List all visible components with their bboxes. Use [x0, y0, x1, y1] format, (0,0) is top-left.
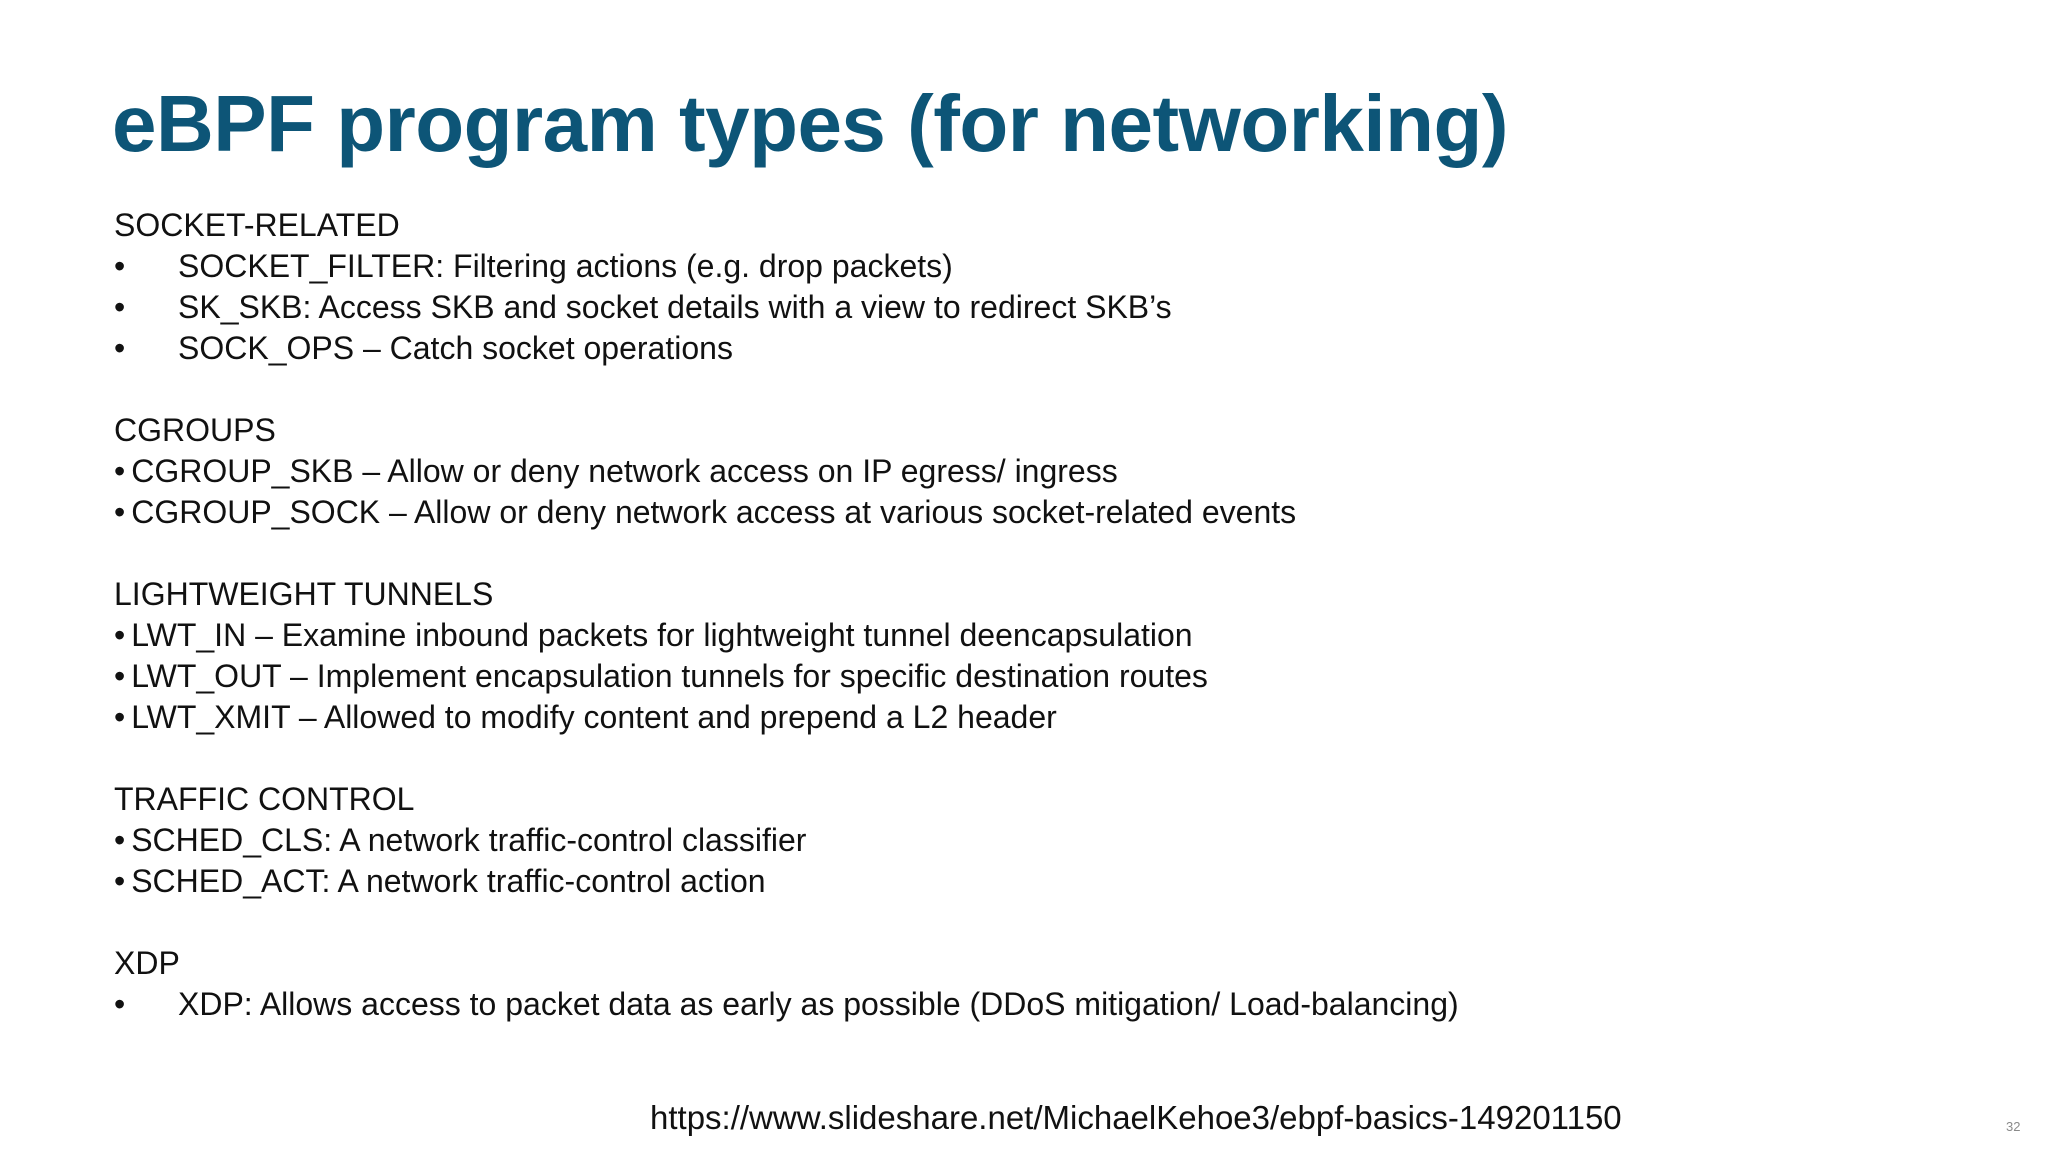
list-item-text: LWT_IN – Examine inbound packets for lightweight tunnel deencapsulation: [131, 617, 1193, 653]
list-item: [114, 492, 1459, 533]
source-url: https://www.slideshare.net/MichaelKehoe3/ebpf-basics-149201150: [650, 1099, 1622, 1136]
list-item: [114, 656, 1459, 697]
section-socket-related: [114, 205, 1459, 369]
list-item-text: LWT_OUT – Implement encapsulation tunnels for specific destination routes: [131, 658, 1208, 694]
list-item-text: LWT_XMIT – Allowed to modify content and prepend a L2 header: [131, 699, 1057, 735]
list-item: [114, 820, 1459, 861]
list-item-text: CGROUP_SOCK – Allow or deny network access at various socket-related events: [131, 494, 1297, 530]
page-number: 32: [2006, 1119, 2021, 1134]
list-item: [114, 451, 1459, 492]
list-item-text: SCHED_ACT: A network traffic-control action: [131, 863, 766, 899]
bullet: •: [114, 248, 126, 284]
bullet: •: [114, 453, 126, 489]
list-item-text: SOCKET_FILTER: Filtering actions (e.g. drop packets): [178, 248, 953, 284]
list-item-text: XDP: Allows access to packet data as early as possible (DDoS mitigation/ Load-balancing): [178, 986, 1459, 1022]
bullet: •: [114, 289, 126, 325]
section-cgroups: [114, 410, 1459, 533]
bullet: •: [114, 494, 126, 530]
list-item-text: SK_SKB: Access SKB and socket details with a view to redirect SKB’s: [178, 289, 1172, 325]
section-xdp: [114, 943, 1459, 1025]
section-traffic-control: [114, 779, 1459, 902]
bullet: •: [114, 658, 126, 694]
list-item-text: CGROUP_SKB – Allow or deny network access on IP egress/ ingress: [131, 453, 1118, 489]
section-heading: XDP: [114, 945, 180, 981]
bullet: •: [114, 330, 126, 366]
slide-title: eBPF program types (for networking): [112, 79, 1508, 168]
list-item: [114, 328, 1459, 369]
section-heading: CGROUPS: [114, 412, 276, 448]
list-item-text: SCHED_CLS: A network traffic-control classifier: [131, 822, 807, 858]
list-item: [114, 697, 1459, 738]
list-item: [114, 861, 1459, 902]
section-lightweight-tunnels: [114, 574, 1459, 738]
bullet: •: [114, 863, 126, 899]
list-item: [114, 615, 1459, 656]
bullet: •: [114, 617, 126, 653]
section-heading: SOCKET-RELATED: [114, 207, 400, 243]
slide-body: [114, 205, 1459, 1066]
list-item: [114, 984, 1459, 1025]
list-item-text: SOCK_OPS – Catch socket operations: [178, 330, 733, 366]
bullet: •: [114, 986, 126, 1022]
bullet: •: [114, 699, 126, 735]
section-heading: LIGHTWEIGHT TUNNELS: [114, 576, 494, 612]
bullet: •: [114, 822, 126, 858]
list-item: [114, 246, 1459, 287]
section-heading: TRAFFIC CONTROL: [114, 781, 415, 817]
list-item: [114, 287, 1459, 328]
